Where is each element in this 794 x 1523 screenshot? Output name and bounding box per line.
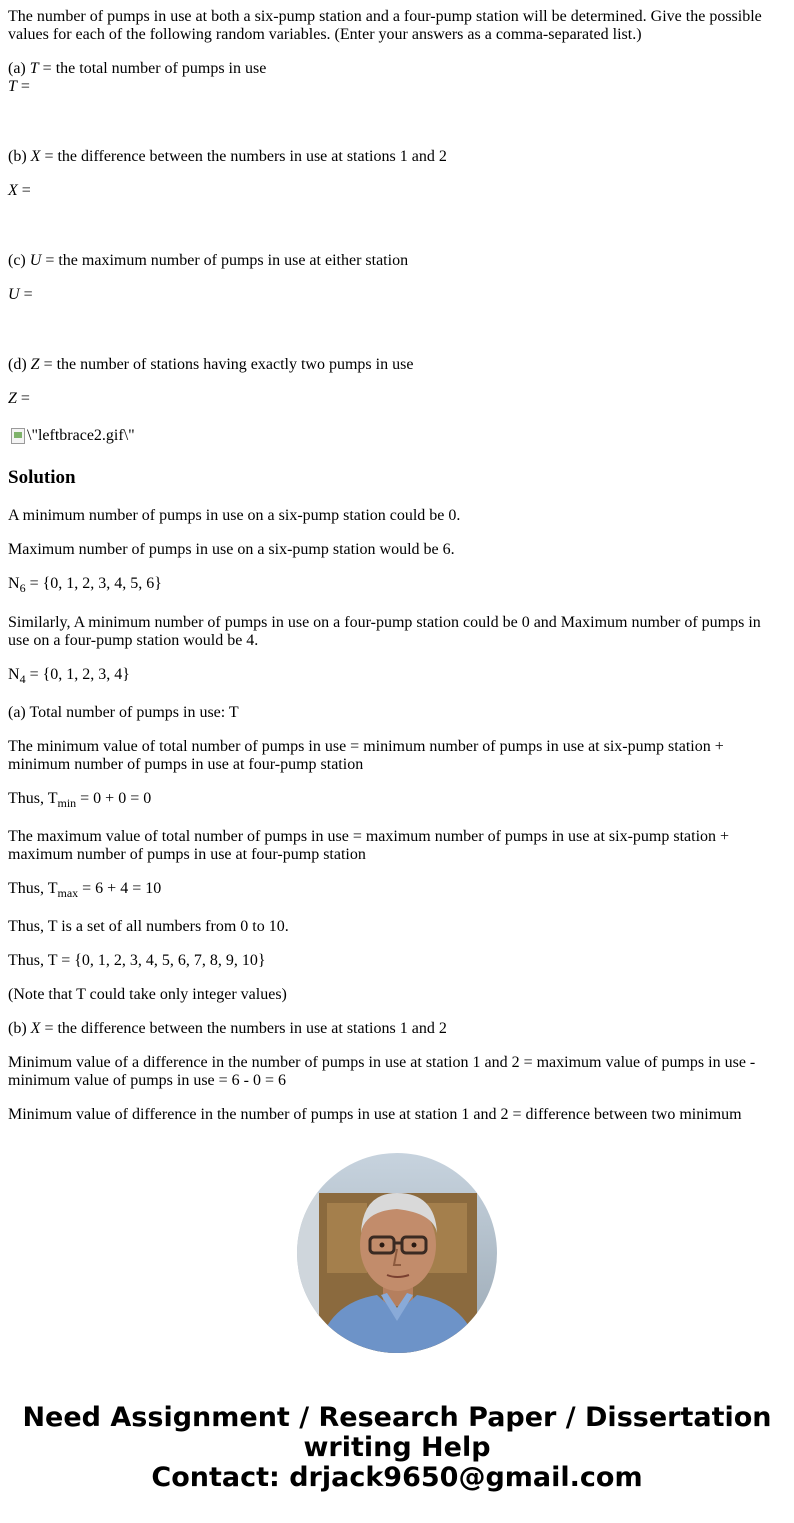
promo-line-2: writing Help: [303, 1432, 491, 1463]
t-note: (Note that T could take only integer values): [8, 986, 287, 1003]
t-set: Thus, T = {0, 1, 2, 3, 4, 5, 6, 7, 8, 9, 10}: [8, 952, 266, 969]
part-b-solution-heading: [8, 1020, 778, 1038]
solution-p1: A minimum number of pumps in use on a six-pump station could be 0.: [8, 507, 461, 524]
part-a-answer: [8, 78, 778, 96]
tmax-sub: max: [57, 886, 79, 901]
part-d-var: Z: [30, 356, 40, 373]
t-min-value: [8, 790, 778, 811]
n4-rest: = {0, 1, 2, 3, 4}: [25, 666, 130, 683]
broken-image: [11, 427, 781, 449]
part-c-prefix: (c): [8, 252, 30, 269]
b-var: X: [30, 1020, 41, 1037]
part-d-label: [8, 356, 778, 374]
promo-line-1: Need Assignment / Research Paper / Dissertation: [22, 1402, 772, 1433]
n6-base: N: [8, 575, 20, 592]
part-b-answer-var: X: [8, 182, 18, 199]
t-min-explanation: The minimum value of total number of pumps in use = minimum number of pumps in use at six-pump station + minimum number of pumps in use at four-pump station: [8, 738, 724, 773]
promo-text: [0, 1403, 794, 1493]
part-d-answer: [8, 390, 778, 408]
part-b-answer: [8, 182, 778, 200]
part-b-label: [8, 148, 778, 166]
part-a-answer-eq: =: [16, 78, 30, 95]
part-d-answer-eq: =: [16, 390, 30, 407]
part-d-desc: = the number of stations having exactly two pumps in use: [39, 356, 414, 373]
tmin-base: Thus, T: [8, 790, 58, 807]
t-max-value: [8, 880, 778, 901]
part-c-var: U: [29, 252, 42, 269]
part-c-answer-eq: =: [19, 286, 33, 303]
broken-image-icon: [11, 428, 25, 444]
solution-heading: Solution: [8, 467, 76, 488]
solution-p2: Maximum number of pumps in use on a six-pump station would be 6.: [8, 541, 455, 558]
set-n6: [8, 575, 778, 596]
n4-base: N: [8, 666, 20, 683]
part-a-var: T: [29, 60, 39, 77]
b-prefix: (b): [8, 1020, 31, 1037]
part-a-answer-var: T: [8, 78, 17, 95]
part-a-heading: (a) Total number of pumps in use: T: [8, 704, 239, 721]
part-b-var: X: [30, 148, 41, 165]
x-min-text-2: Minimum value of difference in the number of pumps in use at station 1 and 2 = difference between two minimum: [8, 1106, 742, 1123]
part-c-desc: = the maximum number of pumps in use at either station: [41, 252, 409, 269]
part-b-answer-eq: =: [17, 182, 31, 199]
tmax-base: Thus, T: [8, 880, 58, 897]
n6-rest: = {0, 1, 2, 3, 4, 5, 6}: [25, 575, 162, 592]
part-d-prefix: (d): [8, 356, 31, 373]
part-a-prefix: (a): [8, 60, 30, 77]
solution-p3: Similarly, A minimum number of pumps in use on a four-pump station could be 0 and Maximum number of pumps in use on a four-pump station would be 4.: [8, 614, 761, 649]
tmin-sub: min: [57, 796, 77, 811]
part-d-answer-var: Z: [8, 390, 17, 407]
part-a-label: [8, 60, 778, 78]
part-b-desc: = the difference between the numbers in use at stations 1 and 2: [40, 148, 447, 165]
part-c-answer: [8, 286, 778, 304]
t-range: Thus, T is a set of all numbers from 0 to 10.: [8, 918, 289, 935]
n6-sub: 6: [19, 581, 26, 596]
b-desc: = the difference between the numbers in use at stations 1 and 2: [40, 1020, 447, 1037]
broken-image-alt: \"leftbrace2.gif\": [27, 427, 135, 444]
part-c-label: [8, 252, 778, 270]
set-n4: [8, 666, 778, 687]
tmin-rest: = 0 + 0 = 0: [76, 790, 152, 807]
x-min-text-1: Minimum value of a difference in the number of pumps in use at station 1 and 2 = maximum value of pumps in use - minimum value of pumps in use = 6 - 0 = 6: [8, 1054, 756, 1089]
part-c-answer-var: U: [8, 286, 20, 303]
n4-sub: 4: [19, 672, 26, 687]
question-intro: The number of pumps in use at both a six-pump station and a four-pump station will be determined. Give the possible values for each of the following random variables. (Enter your answers as a comma-separated list.): [8, 8, 762, 43]
part-a-desc: = the total number of pumps in use: [38, 60, 267, 77]
avatar: [297, 1153, 497, 1353]
part-b-prefix: (b): [8, 148, 31, 165]
t-max-explanation: The maximum value of total number of pumps in use = maximum number of pumps in use at six-pump station + maximum number of pumps in use at four-pump station: [8, 828, 730, 863]
tmax-rest: = 6 + 4 = 10: [78, 880, 162, 897]
promo-line-3: Contact: drjack9650@gmail.com: [151, 1462, 643, 1493]
avatar-portrait: [297, 1153, 497, 1353]
